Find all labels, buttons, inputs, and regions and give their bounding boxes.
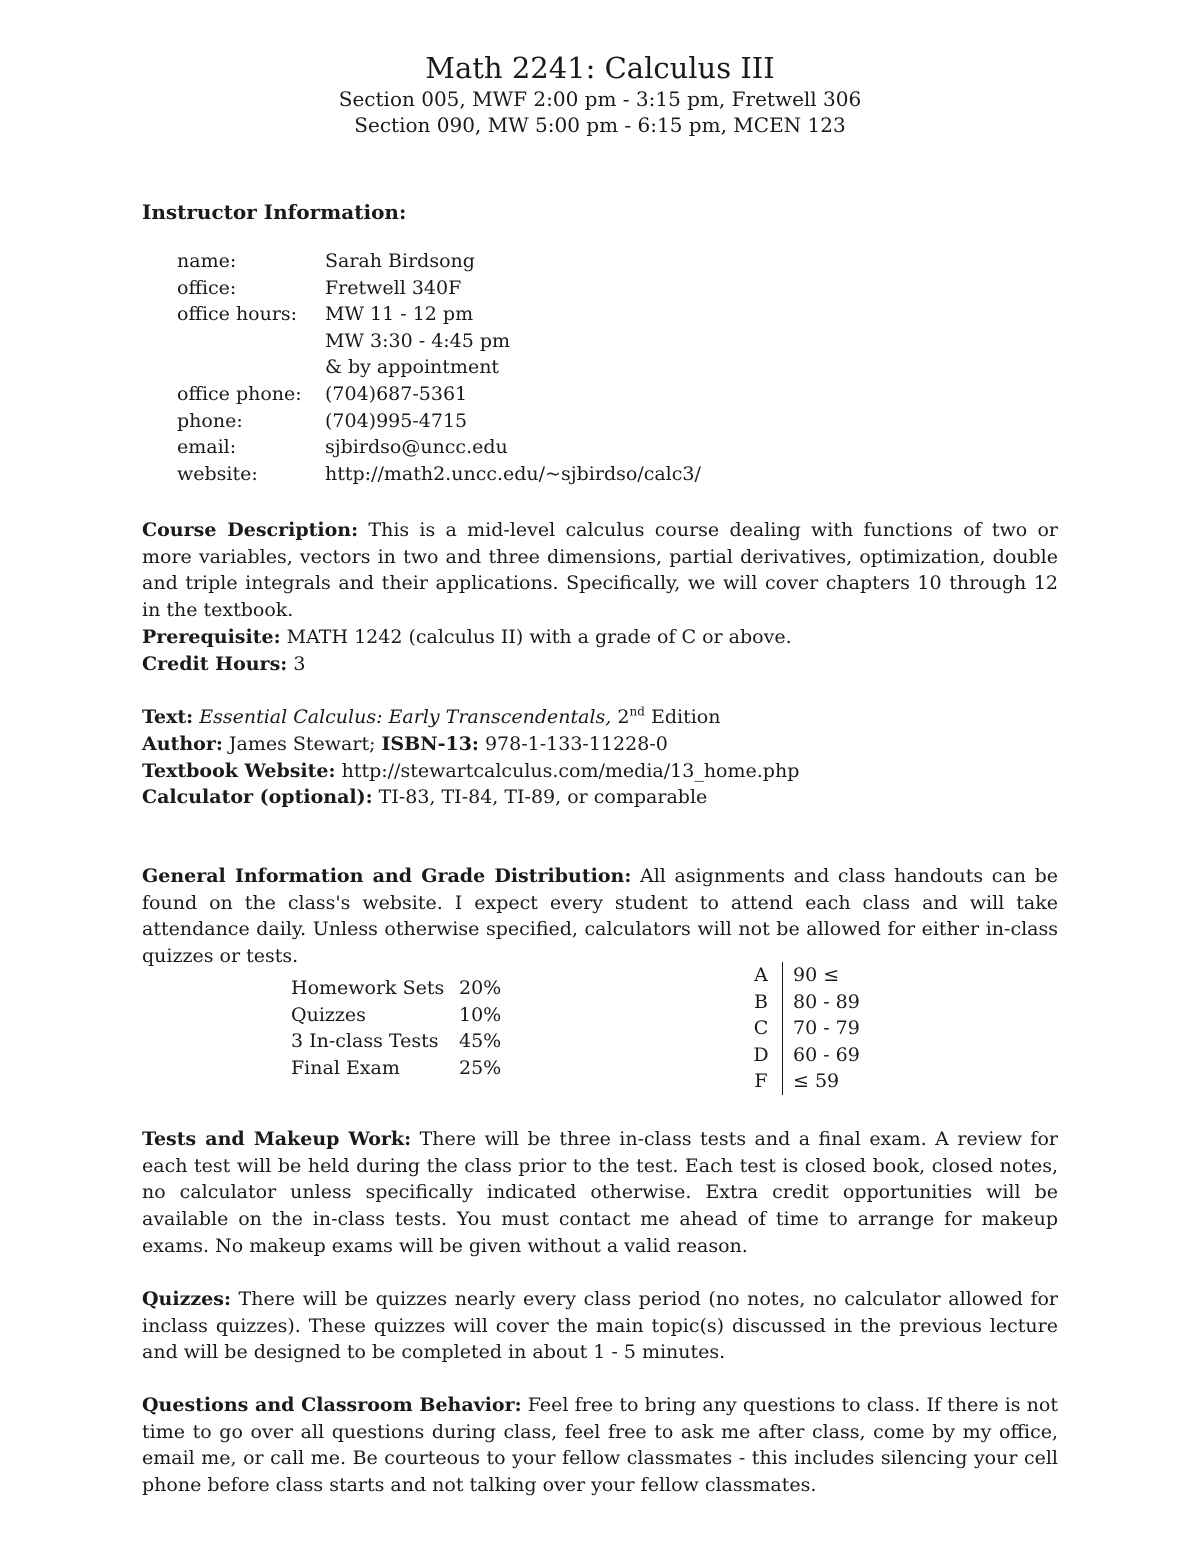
grade-dist-pct: 45% — [459, 1030, 502, 1053]
info-label: email: — [177, 436, 237, 459]
grade-dist-pct: 10% — [459, 1003, 502, 1026]
calculator-text: TI-83, TI-84, TI-89, or comparable — [378, 786, 708, 808]
isbn-text: 978-1-133-11228-0 — [484, 733, 668, 755]
author-heading: Author: — [142, 733, 223, 755]
info-row-office-hours-3 — [177, 354, 701, 381]
info-value: & by appointment — [325, 356, 500, 379]
email-link[interactable]: sjbirdso@uncc.edu — [325, 436, 508, 459]
info-row-office — [177, 275, 701, 302]
grade-dist-row — [291, 1055, 501, 1082]
textbook-website-heading: Textbook Website: — [142, 760, 336, 782]
general-info-text: All asignments and class handouts can be found on the class's website. I expect every student to attend each class and will take attendance daily. Unless otherwise specified, calculators will not be allowed for either in-class quizzes or tests. — [142, 865, 1058, 968]
letter-grade: C — [748, 1015, 783, 1042]
tests-text: There will be three in-class tests and a final exam. A review for each test will be held during the class prior to the test. Each test is closed book, closed notes, no calculator unless specifically indicated otherwise. Extra credit opportunities will be available on the in-class tests. You must contact me ahead of time to arrange for makeup exams. No makeup exams will be given without a valid reason. — [142, 1128, 1058, 1257]
info-label: website: — [177, 462, 258, 485]
grade-dist-row — [291, 1002, 501, 1029]
instructor-heading: Instructor Information: — [142, 200, 407, 224]
textbook-edition-word: Edition — [650, 706, 721, 728]
info-row-office-hours — [177, 301, 701, 328]
info-label: phone: — [177, 409, 243, 432]
info-label: office hours: — [177, 303, 298, 326]
isbn-heading: ISBN-13: — [381, 733, 479, 755]
grade-dist-name: Final Exam — [291, 1056, 400, 1079]
letter-grade-range: ≤ 59 — [793, 1070, 840, 1093]
info-label — [177, 354, 325, 381]
quizzes-paragraph — [142, 1286, 1058, 1366]
info-value: MW 11 - 12 pm — [325, 303, 474, 326]
textbook-edition-num: 2 — [617, 706, 630, 728]
info-row-office-phone — [177, 381, 701, 408]
tests-heading: Tests and Makeup Work: — [142, 1128, 412, 1150]
textbook-website-link[interactable]: http://stewartcalculus.com/media/13_home.php — [341, 760, 800, 782]
textbook-edition-sup: nd — [629, 704, 645, 719]
letter-grade-range: 80 - 89 — [793, 990, 860, 1013]
credit-hours-line — [142, 651, 305, 677]
letter-grade-row — [748, 1068, 860, 1095]
course-description-heading: Course Description: — [142, 519, 359, 541]
letter-grade-row — [748, 989, 860, 1016]
letter-grade-range: 60 - 69 — [793, 1043, 860, 1066]
credit-hours-text: 3 — [293, 653, 306, 675]
grade-dist-pct: 20% — [459, 977, 502, 999]
info-value: (704)995-4715 — [325, 409, 468, 432]
author-line — [142, 731, 668, 757]
page-title: Math 2241: Calculus III — [425, 51, 775, 85]
info-label: office phone: — [177, 382, 302, 405]
textbook-website-line — [142, 758, 799, 784]
textbook-title: Essential Calculus: Early Transcendentals, — [199, 706, 612, 728]
info-value: Fretwell 340F — [325, 276, 462, 299]
grade-dist-name: 3 In-class Tests — [291, 1030, 439, 1053]
prerequisite-line — [142, 624, 792, 650]
quizzes-heading: Quizzes: — [142, 1288, 231, 1310]
letter-grade-range: 90 ≤ — [793, 964, 840, 986]
info-value: MW 3:30 - 4:45 pm — [325, 329, 511, 352]
letter-grade: A — [748, 962, 783, 989]
course-description-text: This is a mid-level calculus course dealing with functions of two or more variables, vectors in two and three dimensions, partial derivatives, optimization, double and triple integrals and their applications. Specifically, we will cover chapters 10 through 12 in the textbook. — [142, 519, 1059, 622]
section-005-info: Section 005, MWF 2:00 pm - 3:15 pm, Fretwell 306 — [338, 87, 862, 111]
letter-grade: B — [748, 989, 783, 1016]
tests-paragraph — [142, 1126, 1058, 1260]
behavior-paragraph — [142, 1392, 1058, 1499]
letter-grade-row — [748, 1015, 860, 1042]
website-link[interactable]: http://math2.uncc.edu/~sjbirdso/calc3/ — [325, 462, 701, 485]
letter-grade: F — [748, 1068, 783, 1095]
info-row-phone — [177, 408, 701, 435]
info-row-email — [177, 434, 701, 461]
info-row-office-hours-2 — [177, 328, 701, 355]
letter-grade-range: 70 - 79 — [793, 1017, 860, 1040]
calculator-line — [142, 784, 707, 810]
prerequisite-text: MATH 1242 (calculus II) with a grade of C or above. — [286, 626, 792, 648]
info-value: Sarah Birdsong — [325, 250, 475, 272]
general-info-paragraph — [142, 863, 1058, 970]
letter-grade-row — [748, 962, 860, 989]
instructor-info-table — [177, 248, 701, 487]
grade-distribution-table — [291, 975, 501, 1081]
textbook-line — [142, 704, 720, 730]
grade-dist-row — [291, 975, 501, 1002]
quizzes-text: There will be quizzes nearly every class period (no notes, no calculator allowed for inclass quizzes). These quizzes will cover the main topic(s) discussed in the previous lecture and will be designed to be completed in about 1 - 5 minutes. — [142, 1288, 1059, 1364]
author-text: James Stewart; — [228, 733, 376, 755]
letter-grade-row — [748, 1042, 860, 1069]
letter-grade: D — [748, 1042, 783, 1069]
info-row-name — [177, 248, 701, 275]
info-label: office: — [177, 276, 237, 299]
behavior-text: Feel free to bring any questions to class. If there is not time to go over all questions during class, feel free to ask me after class, come by my office, email me, or call me. Be courteous to your fellow classmates - this includes silencing your cell phone before class starts and not talking over your fellow classmates. — [142, 1394, 1058, 1497]
info-label — [177, 328, 325, 355]
course-description-paragraph — [142, 517, 1058, 624]
credit-hours-heading: Credit Hours: — [142, 653, 288, 675]
section-090-info: Section 090, MW 5:00 pm - 6:15 pm, MCEN 123 — [354, 113, 846, 137]
calculator-heading: Calculator (optional): — [142, 786, 373, 808]
letter-grade-table — [748, 962, 860, 1095]
grade-dist-name: Homework Sets — [291, 977, 445, 999]
grade-dist-name: Quizzes — [291, 1003, 366, 1026]
info-value: (704)687-5361 — [325, 382, 468, 405]
prerequisite-heading: Prerequisite: — [142, 626, 281, 648]
info-row-website — [177, 461, 701, 488]
text-heading: Text: — [142, 706, 194, 728]
behavior-heading: Questions and Classroom Behavior: — [142, 1394, 522, 1416]
info-label: name: — [177, 250, 237, 272]
grade-dist-pct: 25% — [459, 1056, 502, 1079]
general-info-heading: General Information and Grade Distribution: — [142, 865, 632, 887]
grade-dist-row — [291, 1028, 501, 1055]
